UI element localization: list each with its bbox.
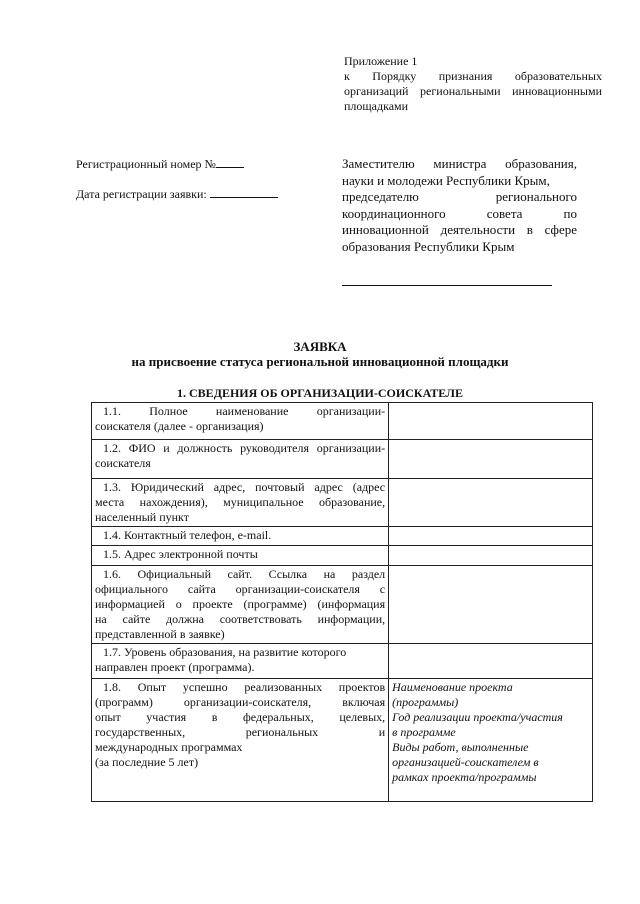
row-label bbox=[92, 546, 389, 566]
row-value-cell[interactable] bbox=[389, 546, 593, 566]
row-label bbox=[92, 566, 389, 644]
appendix-block bbox=[344, 54, 602, 114]
row-label-line: информацией о проекте (программе) (информация bbox=[95, 597, 386, 611]
row-label-line: 1.6. Официальный сайт. Ссылка на раздел bbox=[103, 567, 386, 581]
registration-number bbox=[76, 156, 244, 172]
answer-hint-line: рамках проекта/программы bbox=[392, 770, 537, 784]
table-row bbox=[92, 440, 593, 479]
row-label-line: представленной в заявке) bbox=[95, 627, 225, 641]
addressee-line: инновационной деятельности в сфере bbox=[342, 222, 577, 237]
row-label-line: 1.1. Полное наименование организации- bbox=[103, 404, 386, 418]
row-label-line: соискателя bbox=[95, 456, 151, 470]
row-value-cell[interactable] bbox=[389, 479, 593, 527]
addressee-block bbox=[342, 156, 577, 255]
row-label bbox=[92, 679, 389, 802]
table-row bbox=[92, 403, 593, 440]
row-label-line: соискателя (далее - организация) bbox=[95, 419, 264, 433]
row-label-line: 1.7. Уровень образования, на развитие которого bbox=[103, 645, 347, 659]
row-label-line: места нахождения), муниципальное образование, bbox=[95, 495, 386, 509]
answer-hint-line: в программе bbox=[392, 725, 456, 739]
table-row bbox=[92, 679, 593, 802]
appendix-line: к Порядку признания образовательных bbox=[344, 69, 602, 83]
row-label-line: официального сайта организации-соискателя с bbox=[95, 582, 386, 596]
appendix-line: площадками bbox=[344, 99, 409, 113]
row-label-line: международных программах bbox=[95, 740, 243, 754]
row-label-line: опыт участия в федеральных, целевых, bbox=[95, 710, 386, 724]
row-value-cell[interactable] bbox=[389, 566, 593, 644]
row-label-line: государственных, региональных и bbox=[95, 725, 386, 739]
row-label-line: на сайте должна соответствовать информации, bbox=[95, 612, 386, 626]
row-value-cell[interactable] bbox=[389, 527, 593, 546]
answer-hint-line: (программы) bbox=[392, 695, 459, 709]
row-label-line: 1.8. Опыт успешно реализованных проектов bbox=[103, 680, 386, 694]
table-row bbox=[92, 546, 593, 566]
answer-hint-line: Виды работ, выполненные bbox=[392, 740, 529, 754]
row-label-line: 1.3. Юридический адрес, почтовый адрес (адрес bbox=[103, 480, 386, 494]
row-value-cell[interactable] bbox=[389, 644, 593, 679]
row-label-line: населенный пункт bbox=[95, 510, 189, 524]
answer-hint-line: организацией-соискателем в bbox=[392, 755, 539, 769]
addressee-line: образования Республики Крым bbox=[342, 238, 515, 254]
table-row bbox=[92, 527, 593, 546]
registration-number-label: Регистрационный номер № bbox=[76, 157, 216, 171]
appendix-line: организаций региональными инновационными bbox=[344, 84, 602, 98]
row-label-line: (за последние 5 лет) bbox=[95, 755, 199, 769]
table-row bbox=[92, 479, 593, 527]
row-label-line: направлен проект (программа). bbox=[95, 660, 255, 674]
row-value-cell[interactable] bbox=[389, 403, 593, 440]
table-row bbox=[92, 644, 593, 679]
row-label-line: 1.4. Контактный телефон, e-mail. bbox=[103, 528, 272, 542]
addressee-line: науки и молодежи Республики Крым, bbox=[342, 172, 550, 188]
document-subtitle: на присвоение статуса региональной инновационной площадки bbox=[131, 354, 509, 369]
signature-line[interactable] bbox=[342, 285, 552, 286]
registration-date-blank[interactable] bbox=[210, 186, 278, 198]
addressee-line: председателю регионального bbox=[342, 189, 577, 204]
row-label bbox=[92, 440, 389, 479]
registration-date-label: Дата регистрации заявки: bbox=[76, 187, 207, 201]
row-value-cell[interactable] bbox=[389, 440, 593, 479]
answer-hint-line: Наименование проекта bbox=[392, 680, 513, 694]
section-title: 1. СВЕДЕНИЯ ОБ ОРГАНИЗАЦИИ-СОИСКАТЕЛЕ bbox=[177, 386, 463, 400]
document-title: ЗАЯВКА bbox=[293, 339, 347, 354]
answer-hint-line: Год реализации проекта/участия bbox=[392, 710, 563, 724]
table-row bbox=[92, 566, 593, 644]
row-label bbox=[92, 527, 389, 546]
row-label-line: 1.2. ФИО и должность руководителя организации- bbox=[103, 441, 386, 455]
appendix-line: Приложение 1 bbox=[344, 54, 418, 68]
row-label-line: 1.5. Адрес электронной почты bbox=[103, 547, 258, 561]
row-label bbox=[92, 644, 389, 679]
addressee-line: Заместителю министра образования, bbox=[342, 156, 577, 171]
row-label-line: (программ) организации-соискателя, включая bbox=[95, 695, 386, 709]
registration-number-blank[interactable] bbox=[216, 156, 244, 168]
registration-date bbox=[76, 186, 278, 202]
row-label bbox=[92, 403, 389, 440]
row-label bbox=[92, 479, 389, 527]
row-value-cell[interactable] bbox=[389, 679, 593, 802]
organization-info-table bbox=[91, 402, 593, 802]
addressee-line: координационного совета по bbox=[342, 205, 577, 221]
